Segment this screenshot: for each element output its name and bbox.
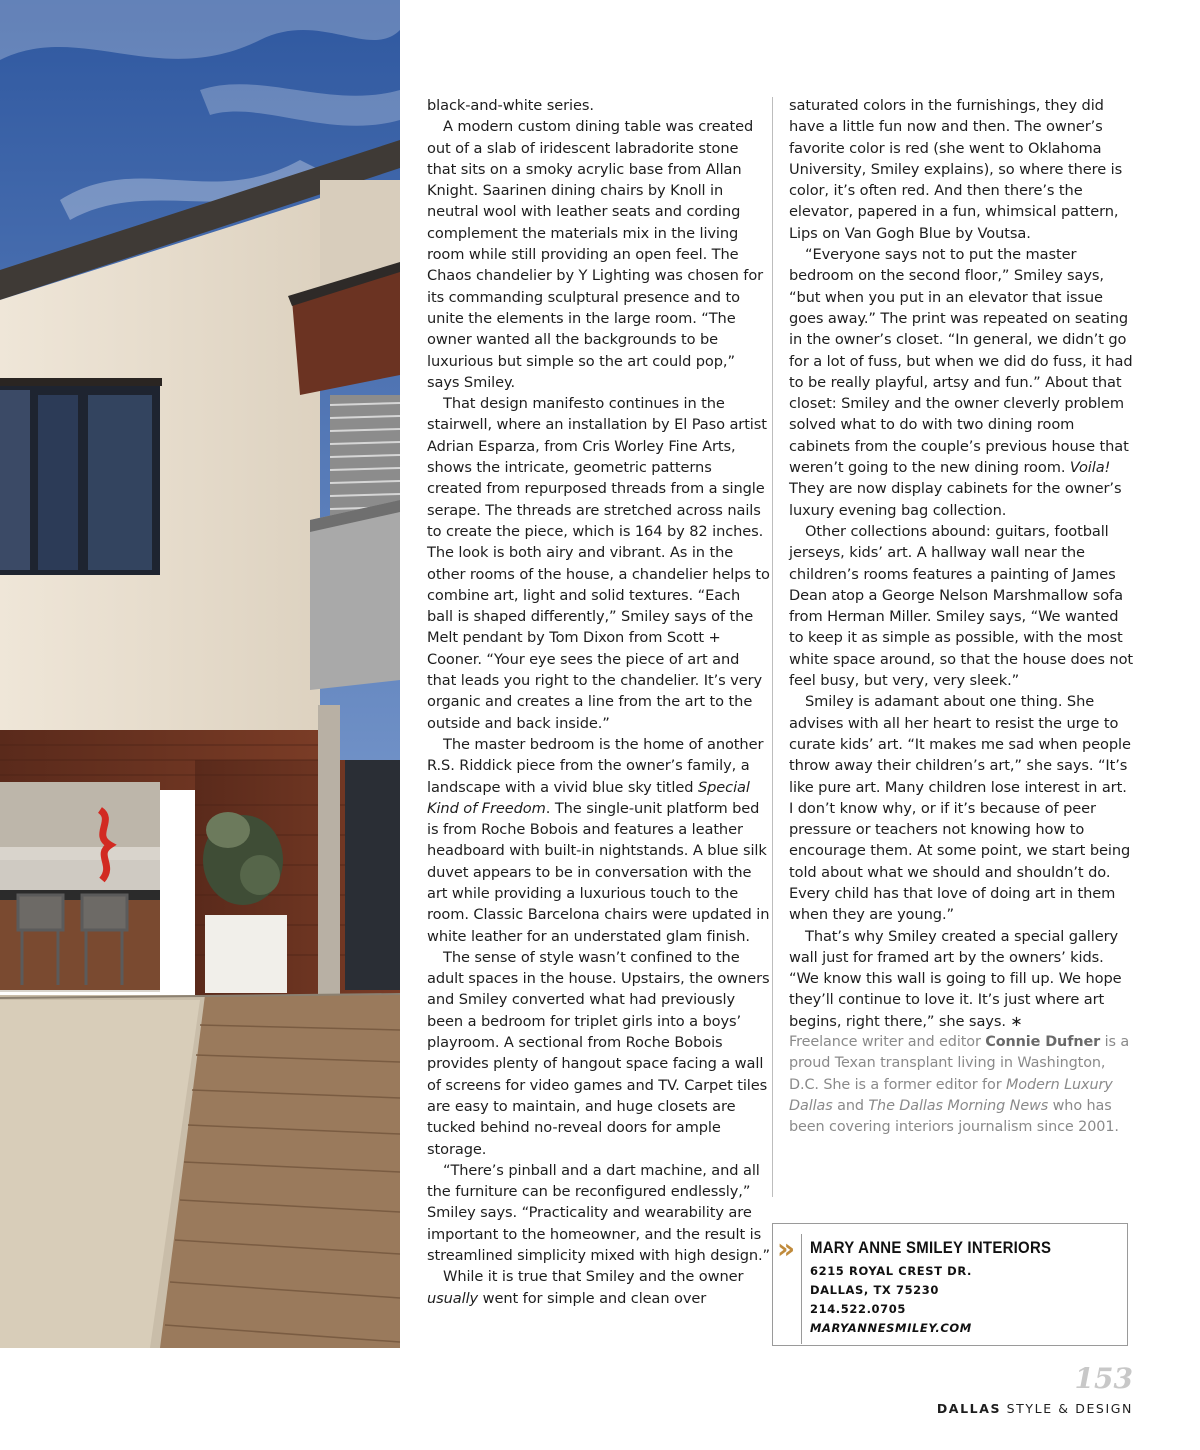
designer-website[interactable]: MARYANNESMILEY.COM xyxy=(810,1321,972,1335)
source-info-box xyxy=(772,1223,1128,1346)
designer-phone: 214.522.0705 xyxy=(810,1302,906,1316)
col2-paragraph: saturated colors in the furnishings, they did have a little fun now and then. The owner’s favorite color is red (she went to Oklahoma University, Smiley explains), so where there is color, it’s often red. And then there’s the elevator, papered in a fun, whimsical pattern, Lips on Van Gogh Blue by Voutsa. xyxy=(789,97,1123,242)
box-divider xyxy=(801,1234,802,1344)
magazine-footer xyxy=(937,1401,1133,1416)
designer-name: MARY ANNE SMILEY INTERIORS xyxy=(810,1238,1052,1257)
footer-brand-rest: STYLE & DESIGN xyxy=(1001,1401,1133,1416)
column-divider xyxy=(772,97,773,1197)
col1-paragraph: “There’s pinball and a dart machine, and all the furniture can be reconfigured endlessly,” Smiley says. “Practicality and wearability are important to the homeowner, and the result is streamlined simplicity mixed with high design.” xyxy=(427,1161,771,1265)
article-column-1 xyxy=(427,95,770,1309)
designer-city: DALLAS, TX 75230 xyxy=(810,1283,939,1297)
col1-paragraph: That design manifesto continues in the stairwell, where an installation by El Paso artist Adrian Esparza, from Cris Worley Fine Arts, shows the intricate, geometric patterns created from repurposed threads from a single serape. The threads are stretched across nails to create the piece, which is 164 by 82 inches. The look is both airy and vibrant. As in the other rooms of the house, a chandelier helps to combine art, light and solid textures. “Each ball is shaped differently,” Smiley says of the Melt pendant by Tom Dixon from Scott + Cooner. “Your eye sees the piece of art and that leads you right to the chandelier. It’s very organic and creates a line from the art to the outside and back inside.” xyxy=(427,395,770,732)
col1-paragraph: The master bedroom is the home of another R.S. Riddick piece from the owner’s family, a landscape with a vivid blue sky titled Special Kind of Freedom. The single-unit platform bed is from Roche Bobois and features a leather headboard with built-in nightstands. A blue silk duvet appears to be in conversation with the art while providing a luxurious touch to the room. Classic Barcelona chairs were updated in white leather for an understated glam finish. xyxy=(427,735,770,945)
page-number: 153 xyxy=(1074,1362,1133,1395)
designer-address: 6215 ROYAL CREST DR. xyxy=(810,1264,972,1278)
col2-paragraph: That’s why Smiley created a special gallery wall just for framed art by the owners’ kids. “We know this wall is going to fill up. We hope they’ll continue to love it. It’s just where art begins, right there,” she says. ∗ xyxy=(789,927,1122,1030)
article-column-2-body xyxy=(789,95,1134,1032)
col1-paragraph: The sense of style wasn’t confined to the adult spaces in the house. Upstairs, the owners and Smiley converted what had previously been a bedroom for triplet girls into a boys’ playroom. A sectional from Roche Bobois provides plenty of hangout space facing a wall of screens for video games and TV. Carpet tiles are easy to maintain, and huge closets are tucked behind no-reveal doors for ample storage. xyxy=(427,948,770,1158)
chevron-right-icon: » xyxy=(777,1232,796,1265)
col2-paragraph: Other collections abound: guitars, football jerseys, kids’ art. A hallway wall near the children’s rooms features a painting of James Dean atop a George Nelson Marshmallow sofa from Herman Miller. Smiley says, “We wanted to keep it as simple as possible, with the most white space around, so that the house does not feel busy, but very, very sleek.” xyxy=(789,522,1134,690)
house-exterior-photo xyxy=(0,0,400,1348)
col2-paragraph: “Everyone says not to put the master bedroom on the second floor,” Smiley says, “but when you put in an elevator that issue goes away.” The print was repeated on seating in the owner’s closet. “In general, we didn’t go for a lot of fuss, but when we did do fuss, it had to be really playful, artsy and fun.” About that closet: Smiley and the owner cleverly problem solved what to do with two dining room cabinets from the couple’s previous house that weren’t going to the new dining room. Voila! They are now display cabinets for the owner’s luxury evening bag collection. xyxy=(789,246,1133,519)
col1-paragraph: While it is true that Smiley and the owner usually went for simple and clean over xyxy=(427,1268,744,1307)
footer-brand-bold: DALLAS xyxy=(936,1401,1002,1416)
article-column-2 xyxy=(789,95,1134,1139)
col1-paragraph: A modern custom dining table was created out of a slab of iridescent labradorite stone that sits on a smoky acrylic base from Allan Knight. Saarinen dining chairs by Knoll in neutral wool with leather seats and cording complement the materials mix in the living room while still providing an open feel. The Chaos chandelier by Y Lighting was chosen for its commanding sculptural presence and to unite the elements in the large room. “The owner wanted all the backgrounds to be luxurious but simple so the art could pop,” says Smiley. xyxy=(427,118,764,391)
author-bio: Freelance writer and editor Connie Dufner is a proud Texan transplant living in Washington, D.C. She is a former editor for Modern Luxury Dallas and The Dallas Morning News who has been covering interiors journalism since 2001. xyxy=(789,1034,1130,1136)
col2-paragraph: Smiley is adamant about one thing. She advises with all her heart to resist the urge to curate kids’ art. “It makes me sad when people throw away their children’s art,” she says. “It’s like pure art. Many children lose interest in art. I don’t know why, or if it’s because of peer pressure or teachers not knowing how to encourage them. At some point, we start being told about what we should and shouldn’t do. Every child has that love of doing art in them when they are young.” xyxy=(789,693,1131,924)
col1-paragraph: black-and-white series. xyxy=(427,97,594,114)
